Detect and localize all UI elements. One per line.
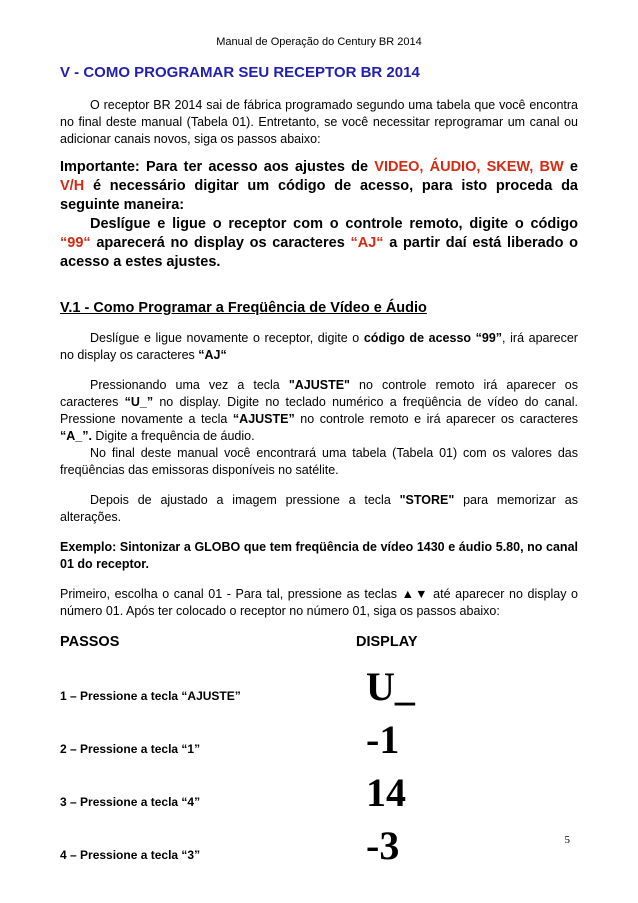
step-label: 3 – Pressione a tecla “4” <box>60 795 201 809</box>
page-header: Manual de Operação do Century BR 2014 <box>216 36 422 48</box>
step-label: 1 – Pressione a tecla “AJUSTE” <box>60 689 241 703</box>
page-content <box>60 64 578 868</box>
steps-header <box>60 634 578 656</box>
steps-column-label: PASSOS <box>60 634 120 650</box>
step-display: -3 <box>366 823 400 868</box>
step-row <box>60 656 578 709</box>
section-title: V - COMO PROGRAMAR SEU RECEPTOR BR 2014 <box>60 64 420 81</box>
step-row <box>60 815 578 868</box>
page-number: 5 <box>564 834 570 846</box>
subsection-title: V.1 - Como Programar a Freqüência de Vídeo e Áudio <box>60 300 427 316</box>
channel-select-paragraph: Primeiro, escolha o canal 01 - Para tal, pressione as teclas ▲▼ até aparecer no display o número 01. Após ter colocado o receptor no número 01, siga os passos abaixo: <box>60 587 578 618</box>
step-display: U_ <box>366 664 415 709</box>
step-display: 14 <box>366 770 406 815</box>
important-paragraph: Importante: Para ter acesso aos ajustes de VIDEO, ÁUDIO, SKEW, BW e V/H é necessário digitar um código de acesso, para isto proceda da seguinte maneira: <box>60 159 578 213</box>
access-code-paragraph: Deslígue e ligue novamente o receptor, digite o código de acesso “99”, irá aparecer no display os caracteres “AJ“ <box>60 331 578 362</box>
display-column-label: DISPLAY <box>356 634 418 650</box>
step-row <box>60 762 578 815</box>
step-label: 2 – Pressione a tecla “1” <box>60 742 201 756</box>
step-display: -1 <box>366 717 400 762</box>
example-paragraph: Exemplo: Sintonizar a GLOBO que tem freqüência de vídeo 1430 e áudio 5.80, no canal 01 do receptor. <box>60 540 578 571</box>
step-label: 4 – Pressione a tecla “3” <box>60 848 201 862</box>
step-row <box>60 709 578 762</box>
adjust-paragraph: Pressionando uma vez a tecla "AJUSTE" no controle remoto irá aparecer os caracteres “U_” no display. Digite no teclado numérico a freqüência de vídeo do canal. Pressione novamente a tecla “AJUSTE” no controle remoto e irá aparecer os caracteres “A_”. Digite a frequência de áudio. <box>60 378 579 443</box>
intro-paragraph: O receptor BR 2014 sai de fábrica programado segundo uma tabela que você encontra no final deste manual (Tabela 01). Entretanto, se você necessitar reprogramar um canal ou adicionar canais novos, siga os passos abaixo: <box>60 98 578 146</box>
table-reference-paragraph: No final deste manual você encontrará uma tabela (Tabela 01) com os valores das freqüências das emissoras disponíveis no satélite. <box>60 446 578 477</box>
important-instructions: Deslígue e ligue o receptor com o controle remoto, digite o código “99“ aparecerá no display os caracteres “AJ“ a partir daí está liberado o acesso a estes ajustes. <box>60 216 578 270</box>
store-paragraph: Depois de ajustado a imagem pressione a tecla "STORE" para memorizar as alterações. <box>60 493 578 524</box>
